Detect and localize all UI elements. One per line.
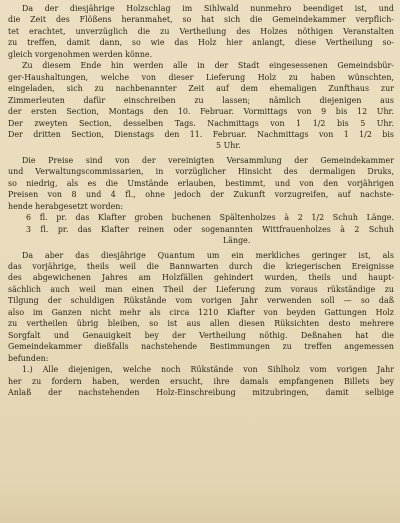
text-line: ger-Haushaltungen, welche von dieser Lieferung Holz zu haben wünschten,	[8, 72, 394, 82]
text-line: Zimmerleuten dafür einschreiben zu lassen; nämlich diejenigen aus	[8, 95, 394, 105]
price-list	[8, 212, 394, 246]
text-line: Zu diesem Ende hin werden alle in der Stadt eingesessenen Gemeindsbür-	[22, 61, 394, 71]
paragraph-quantity	[8, 250, 394, 365]
text-line: tet erachtet, unverzüglich die zu Vertheilung des Holzes nöthigen Veranstalten	[8, 26, 394, 36]
text-line: 1.) Alle diejenigen, welche noch Rükstände von Sihlholz vom vorigen Jahr	[22, 365, 394, 375]
text-line: zu vertheilen übrig bleiben, so ist aus allen diesen Rüksichten desto mehrere	[8, 319, 394, 329]
paragraph-intro	[8, 3, 394, 60]
text-line: her zu fordern haben, werden ersucht, ihre damals empfangenen Billets bey	[8, 376, 394, 386]
text-line: gleich vorgenohmen werden könne.	[8, 49, 153, 59]
text-line: des abgewichenen Jahres am Holzfällen gehindert wurden, theils und haupt-	[8, 273, 394, 283]
price-item: 3 fl. pr. das Klafter reinen oder sogenannten Wittfrauenholzes à 2 Schuh	[26, 224, 394, 234]
price-item: 6 fl. pr. das Klafter groben buchenen Spältenholzes à 2 1/2 Schuh Länge.	[26, 213, 394, 223]
text-line: das vorjährige, theils weil die Bannwarten durch die kriegerischen Ereignisse	[8, 261, 394, 271]
text-line: Gemeindekammer dießfalls nachstehende Bestimmungen zu treffen angemessen	[8, 342, 394, 352]
text-line: Der dritten Section, Dienstags den 11. Februar. Nachmittags von 1 1/2 bis	[8, 129, 394, 139]
text-line: zu treffen, damit dann, so wie das Holz hier anlangt, diese Vertheilung so-	[8, 38, 394, 48]
text-line: befunden:	[8, 353, 49, 363]
page-shadow	[0, 483, 400, 523]
list-item-1	[8, 364, 394, 398]
text-line: hende herabgesetzt worden:	[8, 201, 124, 211]
text-line: die Zeit des Flößens heranmahet, so hat sich die Gemeindekammer verpflich-	[8, 15, 394, 25]
text-line: Preisen von 8 und 4 fl., ohne jedoch der Zukunft vorzugreifen, auf nachste-	[8, 190, 394, 200]
text-line: also im Ganzen nicht mehr als circa 1210 Klafter von beyden Gattungen Holz	[8, 307, 394, 317]
price-item-tail: Länge.	[223, 236, 251, 246]
text-line: 5 Uhr.	[216, 141, 241, 151]
text-line: Sorgfalt und Genauigkeit bey der Vertheilung nöthig. Deßnahen hat die	[8, 330, 394, 340]
text-line: sächlich auch weil man einen Theil der Lieferung zum voraus rükständige zu	[8, 284, 394, 294]
text-line: der ersten Section, Montags den 10. Februar. Vormittags von 9 bis 12 Uhr.	[8, 107, 394, 117]
text-line: Da der diesjährige Holzschlag im Sihlwald nunmehro beendiget ist, und	[22, 4, 394, 13]
paragraph-prices	[8, 155, 394, 212]
text-line: Da aber das diesjährige Quantum um ein merkliches geringer ist, als	[22, 250, 394, 260]
text-line: Tilgung der schuldigen Rükstände vom vorigen Jahr verwenden soll — so daß	[8, 296, 394, 306]
text-line: Anlaß der nachstehenden Holz-Einschreibung mitzubringen, damit selbige	[8, 387, 394, 397]
text-line: so niedrig, als es die Umstände erlauben, bestimmt, und von den vorjährigen	[8, 178, 394, 188]
paragraph-registration	[8, 60, 394, 152]
text-line: Die Preise sind von der vereinigten Versammlung der Gemeindekammer	[22, 155, 394, 165]
text-line: eingeladen, sich zu nachbenannter Zeit auf dem ehemaligen Zunfthaus zur	[8, 84, 394, 94]
text-line: und Verwaltungscommissarien, in vorzüglicher Hinsicht des dermaligen Druks,	[8, 167, 394, 177]
text-line: Der zweyten Section, desselben Tags. Nachmittags von 1 1/2 bis 5 Uhr.	[8, 118, 394, 128]
